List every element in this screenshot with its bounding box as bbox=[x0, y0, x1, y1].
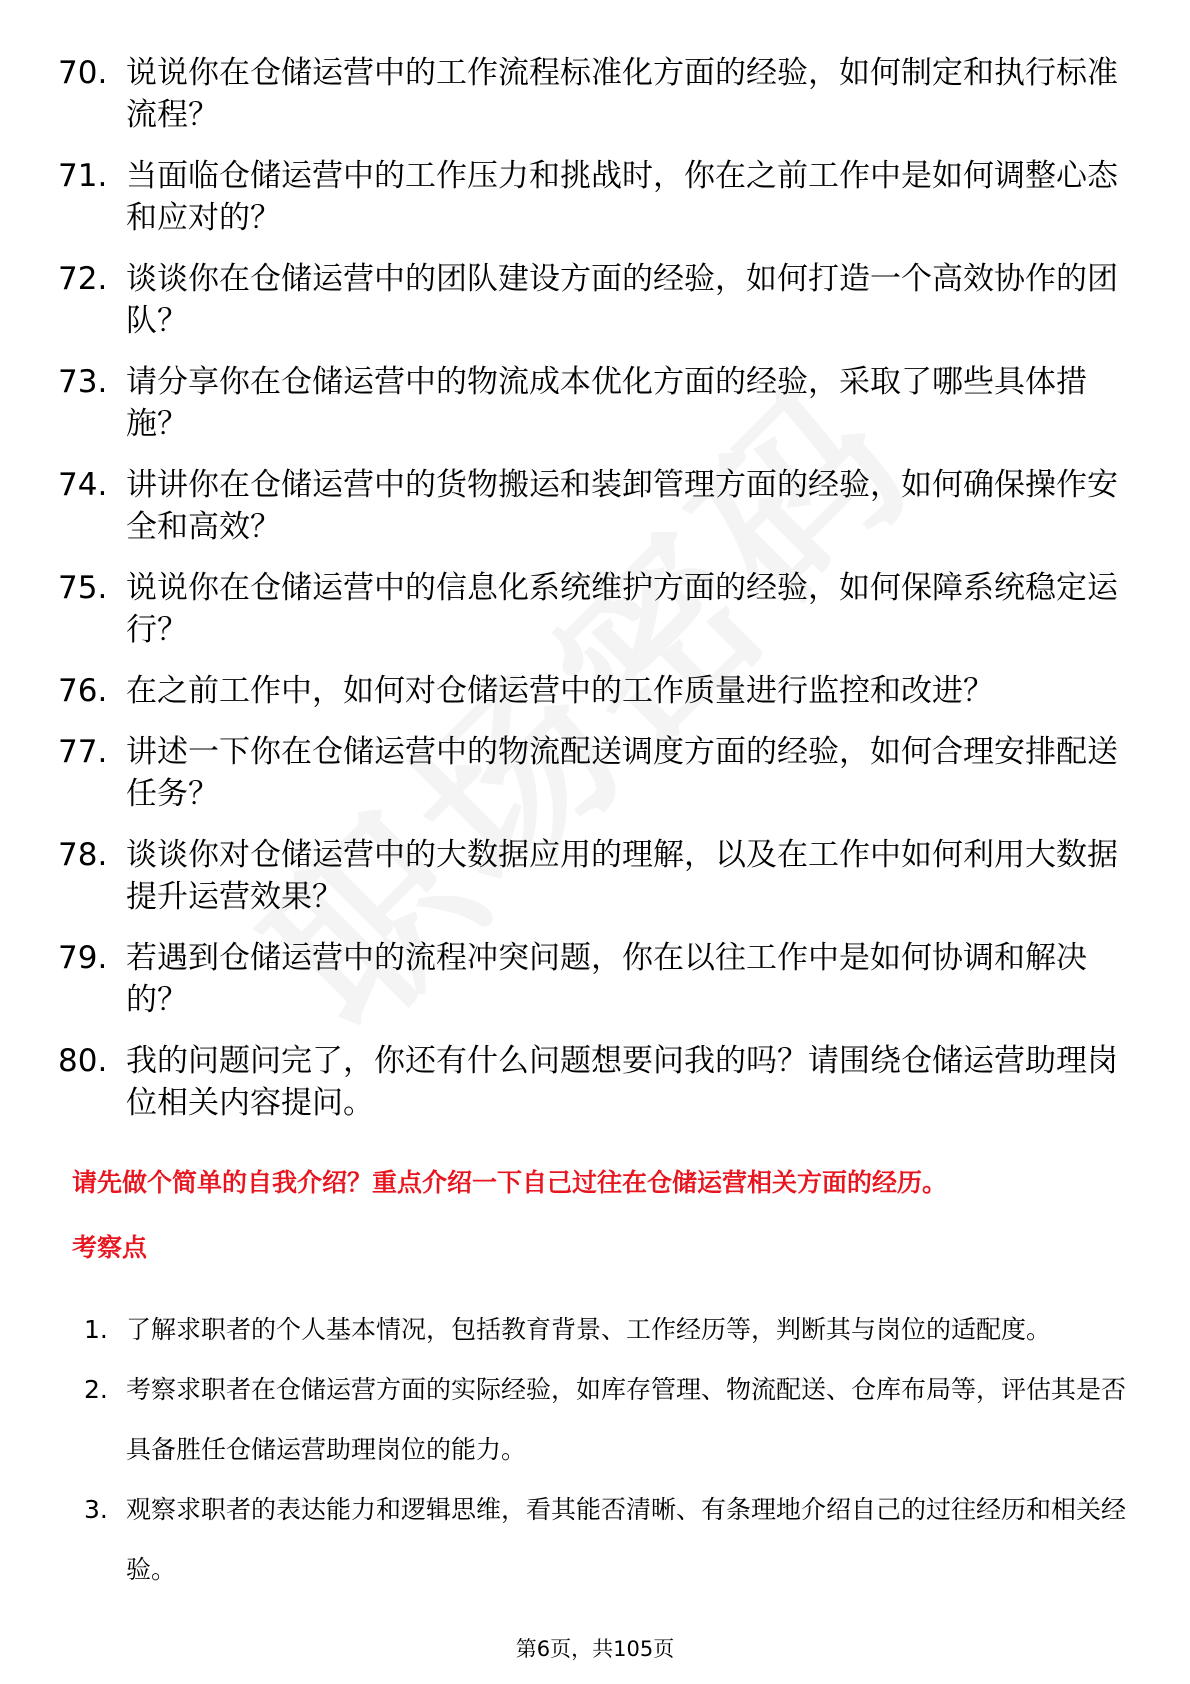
question-number: 79. bbox=[58, 940, 108, 976]
point-number: 1. bbox=[84, 1315, 108, 1344]
question-text: 讲讲你在仓储运营中的货物搬运和装卸管理方面的经验，如何确保操作安全和高效？ bbox=[126, 467, 1118, 545]
question-text: 若遇到仓储运营中的流程冲突问题，你在以往工作中是如何协调和解决的？ bbox=[126, 940, 1087, 1018]
assessment-point bbox=[84, 1480, 1134, 1600]
assessment-points-list bbox=[84, 1300, 1134, 1600]
question-number: 72. bbox=[58, 261, 108, 297]
point-number: 3. bbox=[84, 1495, 108, 1524]
highlight-question: 请先做个简单的自我介绍？重点介绍一下自己过往在仓储运营相关方面的经历。 bbox=[72, 1168, 948, 1197]
question-number: 74. bbox=[58, 467, 108, 503]
question-text: 谈谈你在仓储运营中的团队建设方面的经验，如何打造一个高效协作的团队？ bbox=[126, 261, 1118, 339]
question-item bbox=[58, 155, 1138, 239]
question-number: 76. bbox=[58, 673, 108, 709]
question-item bbox=[58, 52, 1138, 136]
question-item bbox=[58, 1040, 1138, 1124]
question-item bbox=[58, 670, 1138, 712]
question-number: 77. bbox=[58, 734, 108, 770]
question-text: 在之前工作中，如何对仓储运营中的工作质量进行监控和改进？ bbox=[126, 673, 994, 709]
question-number: 70. bbox=[58, 55, 108, 91]
point-text: 观察求职者的表达能力和逻辑思维，看其能否清晰、有条理地介绍自己的过往经历和相关经验。 bbox=[126, 1495, 1127, 1584]
question-text: 当面临仓储运营中的工作压力和挑战时，你在之前工作中是如何调整心态和应对的？ bbox=[126, 158, 1118, 236]
point-number: 2. bbox=[84, 1375, 108, 1404]
page-footer: 第6页，共105页 bbox=[515, 1637, 675, 1661]
section-title: 考察点 bbox=[72, 1233, 148, 1262]
question-item bbox=[58, 464, 1138, 548]
question-list bbox=[58, 52, 1138, 1143]
question-number: 73. bbox=[58, 364, 108, 400]
question-text: 讲述一下你在仓储运营中的物流配送调度方面的经验，如何合理安排配送任务？ bbox=[126, 734, 1118, 812]
assessment-point bbox=[84, 1360, 1134, 1480]
point-text: 了解求职者的个人基本情况，包括教育背景、工作经历等，判断其与岗位的适配度。 bbox=[126, 1315, 1052, 1344]
question-item bbox=[58, 361, 1138, 445]
question-text: 说说你在仓储运营中的信息化系统维护方面的经验，如何保障系统稳定运行？ bbox=[126, 570, 1118, 648]
question-item bbox=[58, 834, 1138, 918]
question-number: 78. bbox=[58, 837, 108, 873]
question-text: 说说你在仓储运营中的工作流程标准化方面的经验，如何制定和执行标准流程？ bbox=[126, 55, 1118, 133]
question-number: 80. bbox=[58, 1043, 108, 1079]
question-item bbox=[58, 258, 1138, 342]
question-item bbox=[58, 567, 1138, 651]
assessment-point bbox=[84, 1300, 1134, 1360]
question-item bbox=[58, 937, 1138, 1021]
question-text: 我的问题问完了，你还有什么问题想要问我的吗？请围绕仓储运营助理岗位相关内容提问。 bbox=[126, 1043, 1118, 1121]
question-item bbox=[58, 731, 1138, 815]
point-text: 考察求职者在仓储运营方面的实际经验，如库存管理、物流配送、仓库布局等，评估其是否具备胜任仓储运营助理岗位的能力。 bbox=[126, 1375, 1127, 1464]
question-number: 75. bbox=[58, 570, 108, 606]
question-text: 谈谈你对仓储运营中的大数据应用的理解，以及在工作中如何利用大数据提升运营效果？ bbox=[126, 837, 1118, 915]
question-number: 71. bbox=[58, 158, 108, 194]
question-text: 请分享你在仓储运营中的物流成本优化方面的经验，采取了哪些具体措施？ bbox=[126, 364, 1087, 442]
